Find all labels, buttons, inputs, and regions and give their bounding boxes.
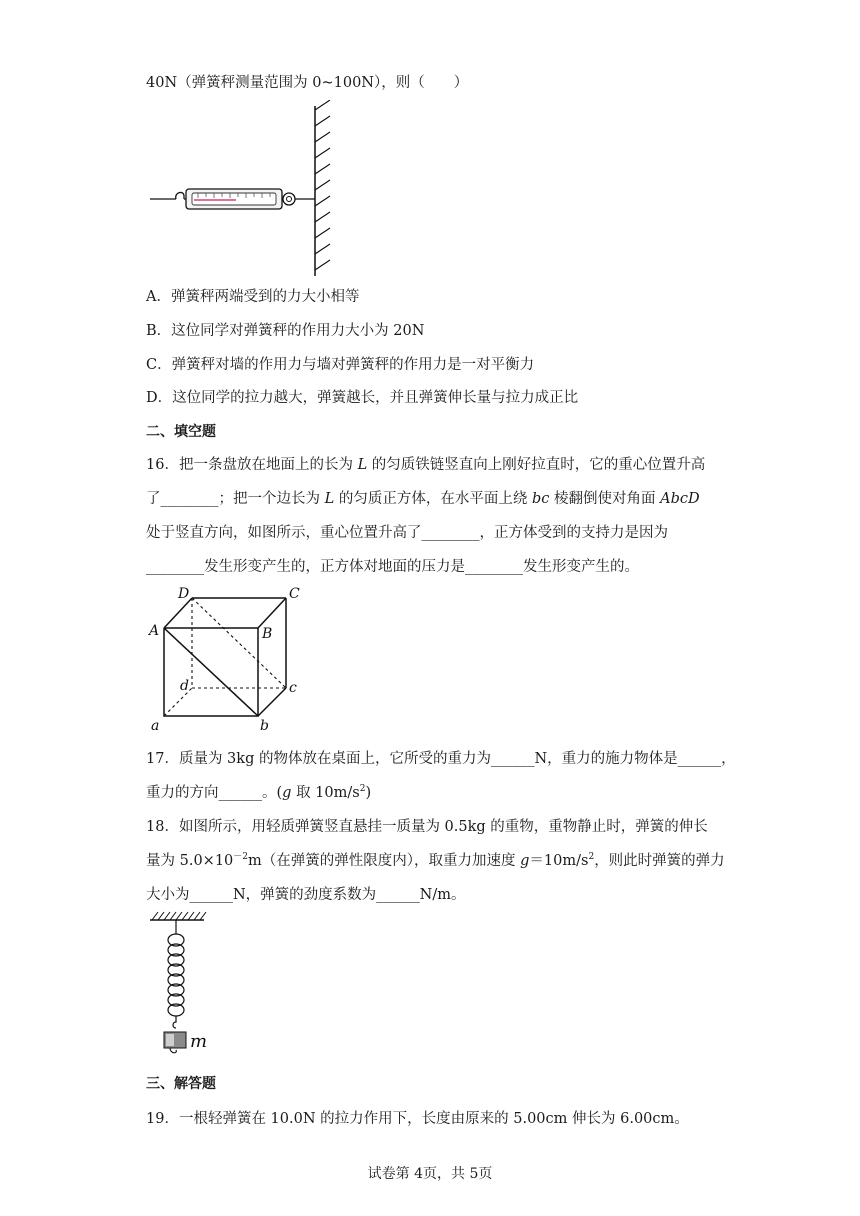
- q17-line2: 重力的方向______。(g 取 $10m/s^2$): [146, 784, 372, 801]
- q15-stem-tail: 40N（弹簧秤测量范围为 0~100N），则（ ）: [146, 75, 469, 91]
- cube-label-c: c: [289, 680, 297, 696]
- q18-line2: 量为 $5.0\times 10^{-2}m$（在弹簧的弹性限度内），取重力加速度 $g=10m/s^2$，则此时弹簧的弹力: [146, 852, 725, 869]
- cube-label-a: a: [151, 718, 160, 734]
- hanging-spring-figure: [148, 910, 218, 1060]
- q18-line3: 大小为______N，弹簧的劲度系数为______N/m。: [146, 887, 466, 903]
- cube-label-D: D: [178, 586, 190, 602]
- q16-line3: 处于竖直方向，如图所示，重心位置升高了________，正方体受到的支持力是因为: [146, 525, 668, 541]
- q15-option-b: B．这位同学对弹簧秤的作用力大小为 20N: [146, 323, 425, 339]
- q16-line4: ________发生形变产生的，正方体对地面的压力是________发生形变产生的。: [146, 559, 639, 575]
- cube-label-C: C: [289, 586, 300, 602]
- q16-line2: 了________；把一个边长为 L 的匀质正方体，在水平面上绕 bc 棱翻倒使对角面 AbcD: [146, 491, 700, 507]
- spring-balance-figure: [146, 100, 346, 280]
- cube-label-d: d: [180, 678, 189, 694]
- q17-line1: 17．质量为 3kg 的物体放在桌面上，它所受的重力为______N，重力的施力物体是______，: [146, 751, 736, 767]
- q15-option-a: A．弹簧秤两端受到的力大小相等: [146, 289, 360, 305]
- q18-line1: 18．如图所示，用轻质弹簧竖直悬挂一质量为 0.5kg 的重物，重物静止时，弹簧的伸长: [146, 819, 708, 835]
- cube-label-A: A: [149, 623, 160, 639]
- q15-option-d: D．这位同学的拉力越大，弹簧越长，并且弹簧伸长量与拉力成正比: [146, 390, 579, 406]
- cube-label-B: B: [262, 626, 273, 642]
- q15-option-c: C．弹簧秤对墙的作用力与墙对弹簧秤的作用力是一对平衡力: [146, 357, 535, 373]
- section-fill-in-title: 二、填空题: [146, 424, 216, 440]
- cube-label-b: b: [260, 718, 269, 734]
- mass-label: m: [190, 1031, 208, 1052]
- cube-figure: [146, 584, 316, 736]
- section-answer-title: 三、解答题: [146, 1076, 216, 1092]
- q16-line1: 16．把一条盘放在地面上的长为 L 的匀质铁链竖直向上刚好拉直时，它的重心位置升高: [146, 457, 706, 473]
- q19-line1: 19．一根轻弹簧在 10.0N 的拉力作用下，长度由原来的 5.00cm 伸长为 6.00cm。: [146, 1111, 689, 1127]
- page-footer: 试卷第 4页，共 5页: [367, 1166, 493, 1182]
